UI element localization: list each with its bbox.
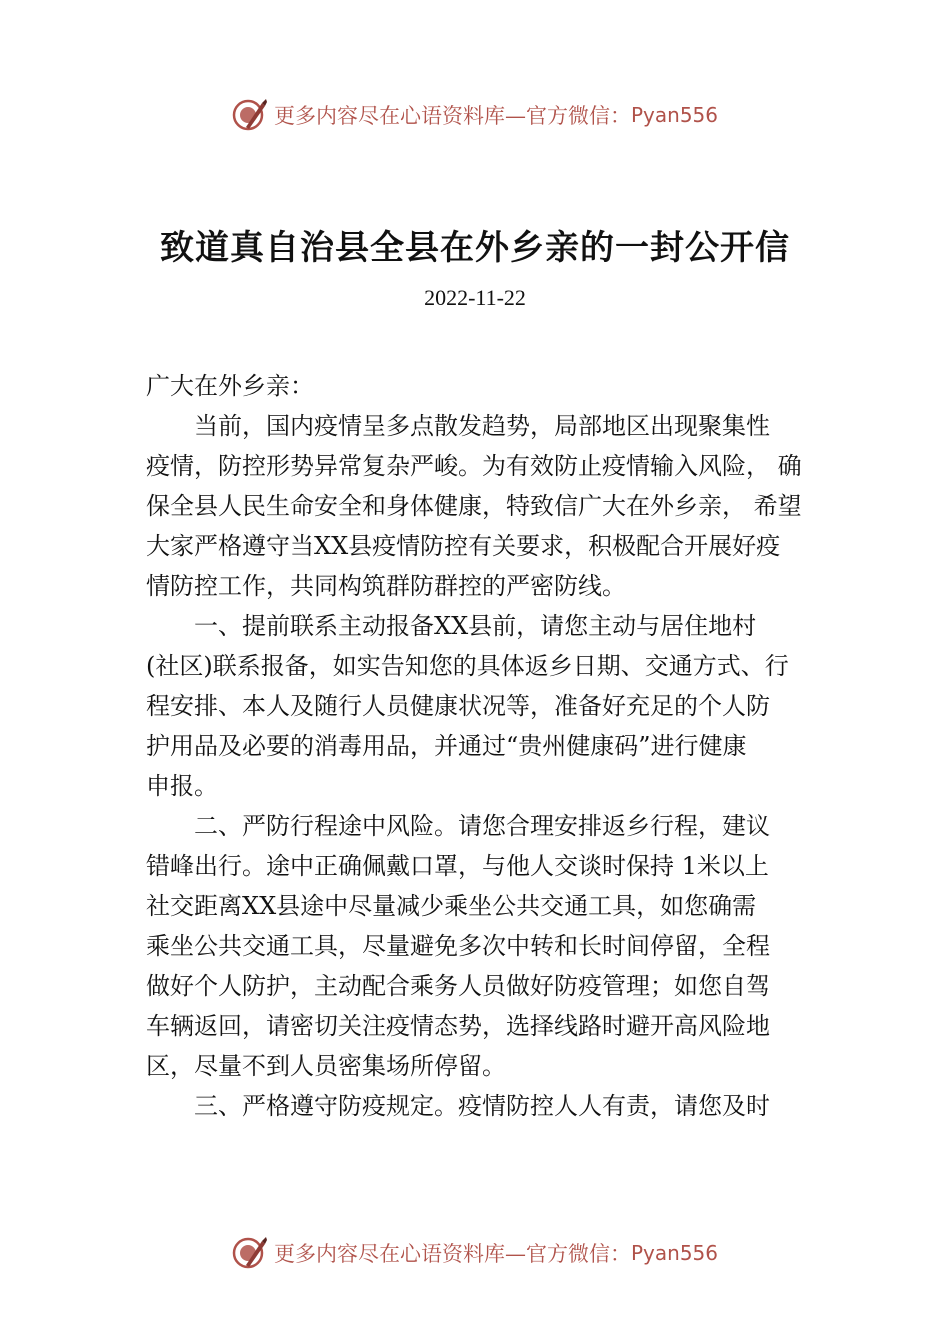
watermark-header: [0, 95, 950, 135]
paragraph-line: 车辆返回，请密切关注疫情态势，选择线路时避开高风险地: [146, 1012, 770, 1040]
pen-logo-icon: [232, 1235, 268, 1271]
paragraph-line: 做好个人防护，主动配合乘务人员做好防疫管理；如您自驾: [146, 972, 770, 1000]
watermark-handle: Pyan556: [630, 1241, 718, 1265]
paragraph-line: 一、提前联系主动报备XX县前，请您主动与居住地村: [194, 612, 757, 640]
paragraph-line: 三、严格遵守防疫规定。疫情防控人人有责，请您及时: [194, 1092, 770, 1120]
paragraph-line: 社交距离XX县途中尽量减少乘坐公共交通工具，如您确需: [146, 892, 757, 920]
pen-logo-icon: [232, 97, 268, 133]
paragraph-line: 情防控工作，共同构筑群防群控的严密防线。: [146, 572, 626, 600]
paragraph-line: 二、严防行程途中风险。请您合理安排返乡行程，建议: [194, 812, 770, 840]
paragraph-line: 保全县人民生命安全和身体健康，特致信广大在外乡亲， 希望: [146, 492, 802, 520]
salutation: 广大在外乡亲：: [146, 372, 314, 400]
paragraph-line: 疫情，防控形势异常复杂严峻。为有效防止疫情输入风险， 确: [146, 452, 802, 480]
paragraph-line: 程安排、本人及随行人员健康状况等，准备好充足的个人防: [146, 692, 770, 720]
watermark-handle: Pyan556: [630, 103, 718, 127]
paragraph-line: 乘坐公共交通工具，尽量避免多次中转和长时间停留，全程: [146, 932, 770, 960]
watermark-text: 更多内容尽在心语资料库—官方微信：: [273, 104, 631, 128]
paragraph-line: 护用品及必要的消毒用品，并通过“贵州健康码”进行健康: [146, 732, 747, 760]
watermark-footer: [0, 1233, 950, 1273]
paragraph-line: 错峰出行。途中正确佩戴口罩，与他人交谈时保持 1米以上: [146, 852, 769, 880]
document-body: [146, 366, 810, 1126]
paragraph-line: (社区)联系报备，如实告知您的具体返乡日期、交通方式、行: [146, 652, 789, 680]
watermark-text: 更多内容尽在心语资料库—官方微信：: [273, 1242, 631, 1266]
document-title: 致道真自治县全县在外乡亲的一封公开信: [160, 228, 790, 268]
paragraph-line: 当前，国内疫情呈多点散发趋势，局部地区出现聚集性: [194, 412, 770, 440]
document-date: 2022-11-22: [424, 285, 526, 310]
paragraph-line: 申报。: [146, 772, 218, 800]
paragraph-line: 区，尽量不到人员密集场所停留。: [146, 1052, 506, 1080]
paragraph-line: 大家严格遵守当XX县疫情防控有关要求，积极配合开展好疫: [146, 532, 781, 560]
